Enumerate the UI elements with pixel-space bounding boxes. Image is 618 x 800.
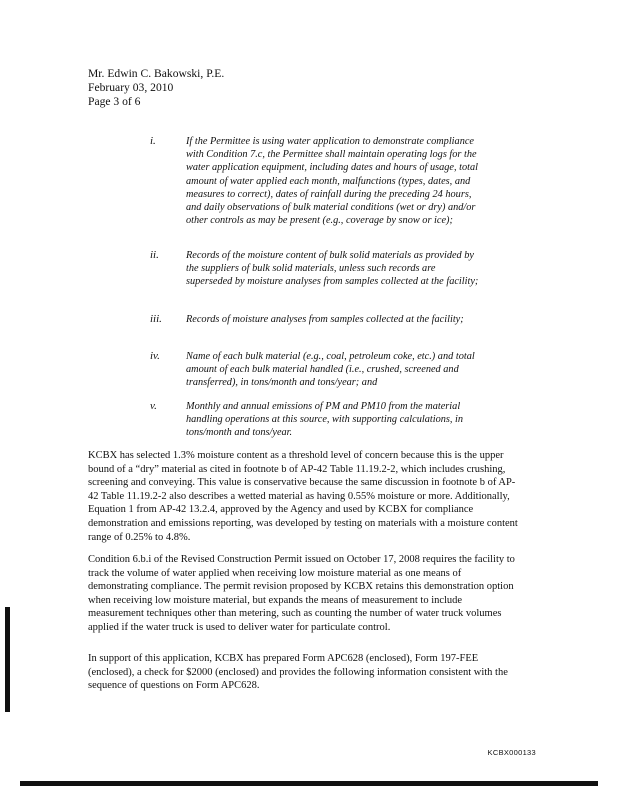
paragraph-application-support: In support of this application, KCBX has prepared Form APC628 (enclosed), Form 197-FEE (enclosed), a check for $2000 (enclosed) and provides the following information consistent with the sequence of questions on Form APC628. [88,653,508,692]
list-item-text: Records of the moisture content of bulk solid materials as provided by the suppliers of bulk solid materials, unless such records are superseded by moisture analyses from samples collected at the facility; [186,250,479,288]
letter-header [88,67,224,110]
paragraph-condition-6bi: Condition 6.b.i of the Revised Construction Permit issued on October 17, 2008 requires the facility to track the volume of water applied when receiving low moisture material as one means of demonstrating compliance. The permit revision proposed by KCBX retains this demonstration option when receiving low moisture material, but expands the means of measurement to include measurement techniques other than metering, such as counting the number of water truck volumes applied if the water truck is used to deliver water for particulate control. [88,554,515,633]
list-numeral: i. [150,135,156,147]
bottom-rule [20,781,598,786]
page-number: Page 3 of 6 [88,95,141,109]
list-item-text: Monthly and annual emissions of PM and PM10 from the material handling operations at this source, with supporting calculations, in tons/month and tons/year. [186,401,464,439]
list-item-text: Name of each bulk material (e.g., coal, petroleum coke, etc.) and total amount of each bulk material handled (i.e., crushed, screened and transferred), in tons/month and tons/year; and [186,351,475,389]
list-numeral: v. [150,400,157,412]
paragraph-moisture-threshold: KCBX has selected 1.3% moisture content as a threshold level of concern because this is the upper bound of a “dry” material as cited in footnote b of AP-42 Table 11.19.2-2, which includes crushing, screening and conveying. This value is conservative because the same discussion in footnote b of AP-42 Table 11.19.2-2 also describes a wetted material as having 0.55% moisture or more. Additionally, Equation 1 from AP-42 13.2.4, approved by the Agency and used by KCBX for compliance demonstration and emissions reporting, was developed by testing on materials with a moisture content range of 0.25% to 4.8%. [88,450,518,543]
recipient-name: Mr. Edwin C. Bakowski, P.E. [88,67,225,80]
list-item-text: Records of moisture analyses from samples collected at the facility; [186,314,464,325]
list-numeral: iii. [150,313,162,325]
bates-number: KCBX000133 [487,748,536,757]
scan-margin-mark [5,607,10,712]
list-item-text: If the Permittee is using water application to demonstrate compliance with Condition 7.c, the Permittee shall maintain operating logs for the water application equipment, including dates and hours of usage, total amount of water applied each month, malfunctions (types, dates, and measures to correct), dates of rainfall during the preceding 24 hours, and daily observations of bulk material conditions (wet or dry) and/or other controls as may be present (e.g., coverage by snow or ice); [186,136,479,227]
letter-date: February 03, 2010 [88,81,174,95]
list-numeral: ii. [150,249,159,261]
list-numeral: iv. [150,350,160,362]
